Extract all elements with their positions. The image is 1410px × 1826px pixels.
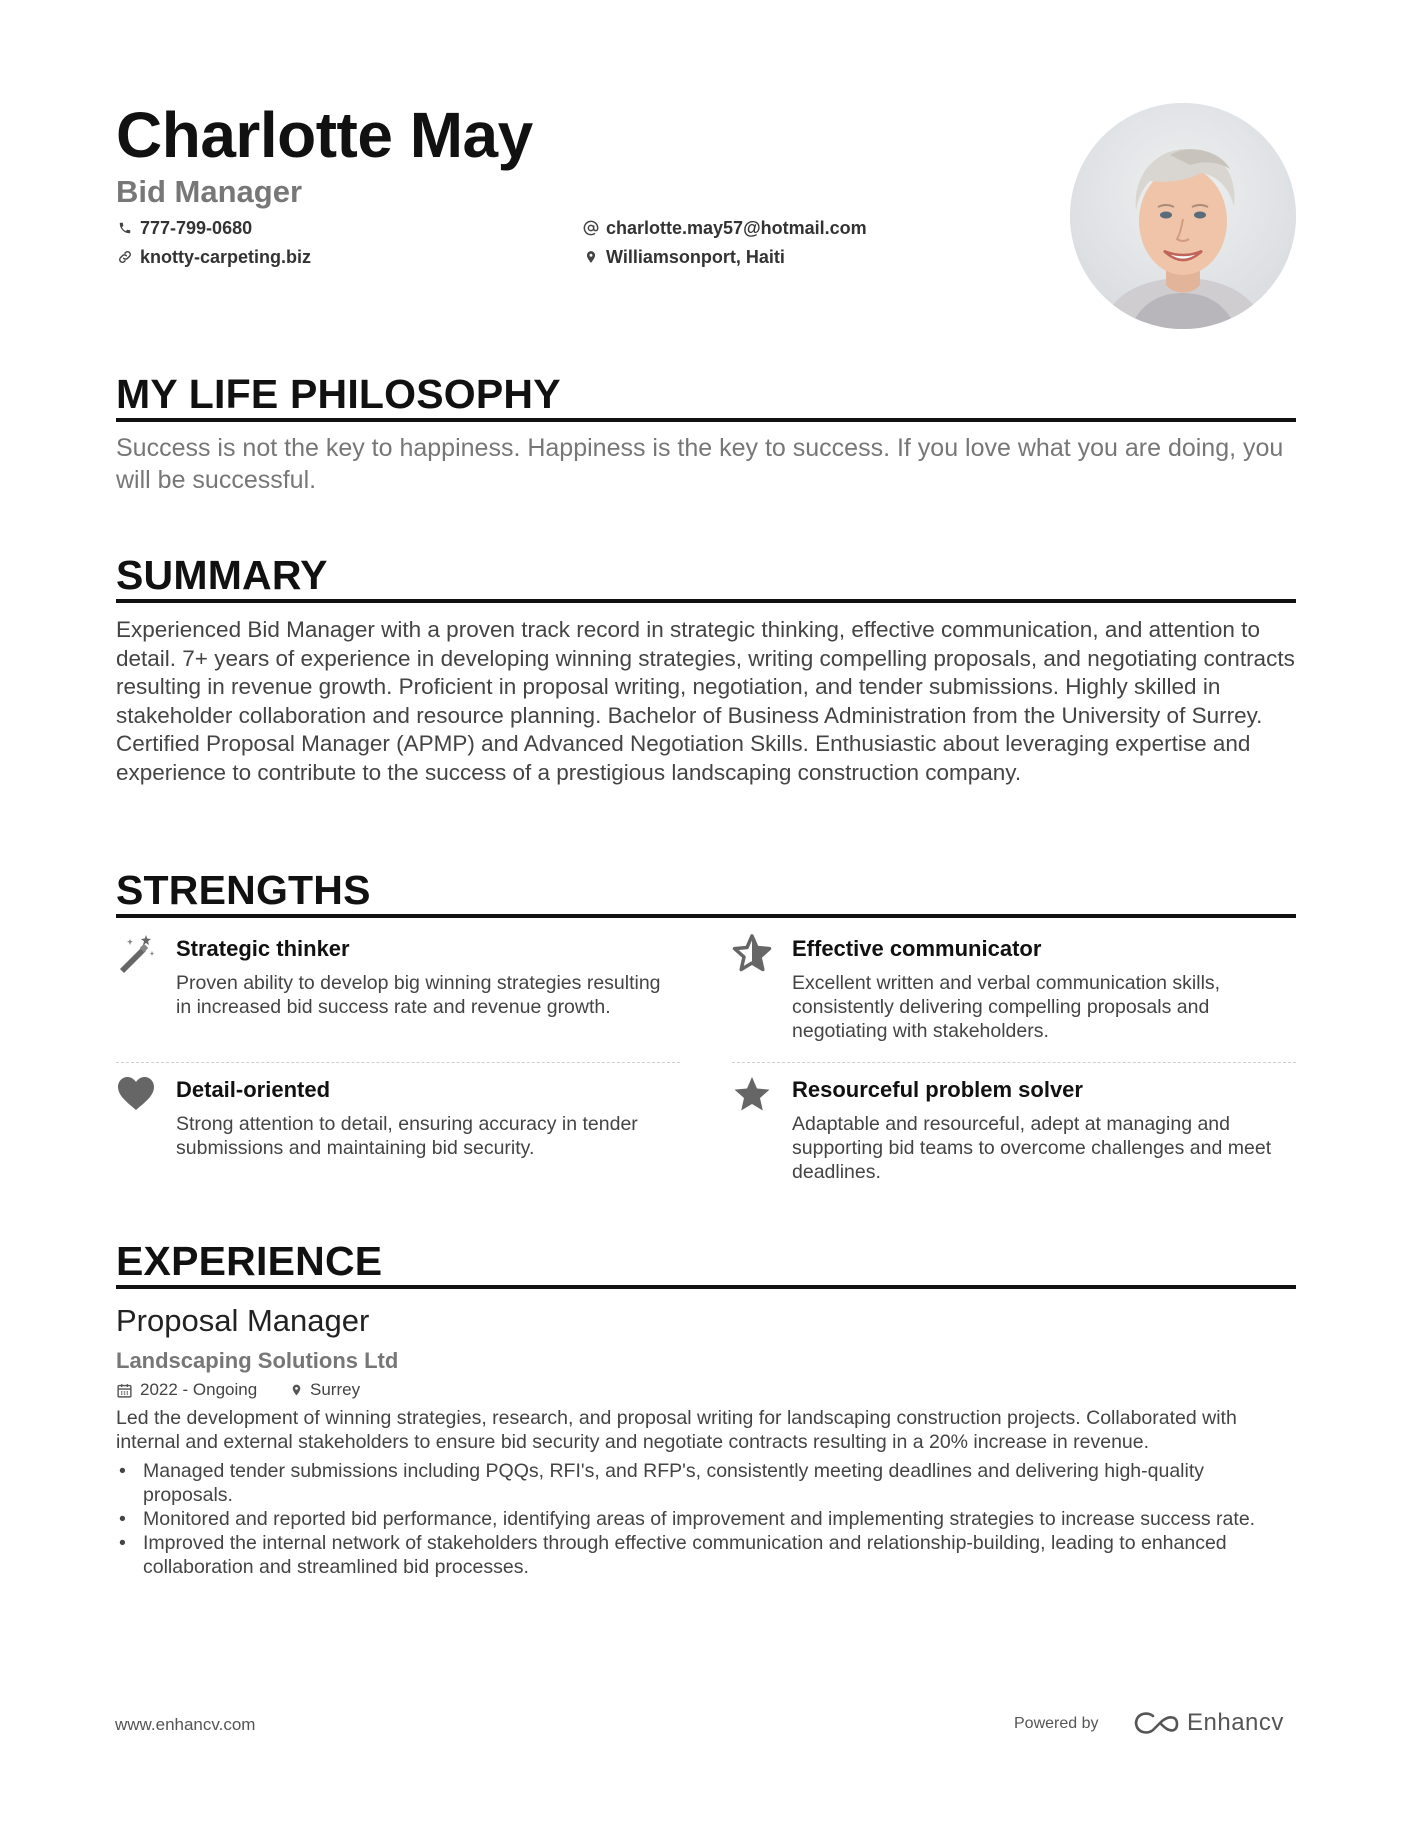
- footer-powered-by: Powered by: [1014, 1715, 1099, 1732]
- strength-description: Adaptable and resourceful, adept at managing and supporting bid teams to overcome challenges and meet deadlines.: [792, 1113, 1272, 1183]
- job-description: Led the development of winning strategies, research, and proposal writing for landscaping construction projects. Collaborated with internal and external stakeholders to ensure bid security and negotiate contracts resulting in a 20% increase in revenue.: [116, 1407, 1237, 1453]
- map-pin-icon: [582, 248, 600, 266]
- strength-item: [732, 1074, 1292, 1194]
- job-dates-text: 2022 - Ongoing: [140, 1380, 258, 1399]
- strength-description: Strong attention to detail, ensuring accuracy in tender submissions and maintaining bid security.: [176, 1113, 638, 1159]
- section-divider: [116, 599, 1296, 603]
- star-outline-icon: [732, 933, 772, 973]
- strength-title: Resourceful problem solver: [792, 1077, 1083, 1102]
- candidate-name: Charlotte May: [116, 99, 533, 171]
- section-divider: [116, 1285, 1296, 1289]
- strength-title: Strategic thinker: [176, 936, 350, 961]
- strength-title: Detail-oriented: [176, 1077, 331, 1102]
- list-item: • Improved the internal network of stakeholders through effective communication and relationship-building, leading to enhanced collaboration and streamlined bid processes.: [116, 1531, 1296, 1579]
- at-icon: [582, 219, 600, 237]
- link-icon: [116, 248, 134, 266]
- section-divider: [116, 914, 1296, 918]
- email-text[interactable]: charlotte.may57@hotmail.com: [606, 218, 867, 238]
- strength-divider: [116, 1062, 680, 1063]
- job-location-text: Surrey: [310, 1380, 361, 1399]
- footer-website[interactable]: www.enhancv.com: [115, 1715, 256, 1734]
- job-company: Landscaping Solutions Ltd: [116, 1348, 399, 1373]
- list-item: • Monitored and reported bid performance, identifying areas of improvement and implementing strategies to increase success rate.: [116, 1507, 1296, 1531]
- summary-heading: SUMMARY: [116, 552, 328, 598]
- calendar-icon: [116, 1382, 133, 1399]
- strength-item: [732, 933, 1292, 1053]
- contact-email: [582, 216, 867, 240]
- heart-icon: [116, 1074, 156, 1114]
- job-dates: [116, 1379, 257, 1401]
- job-title: Proposal Manager: [116, 1303, 370, 1338]
- contact-location: [582, 245, 785, 269]
- job-location: [290, 1379, 360, 1401]
- phone-text[interactable]: 777-799-0680: [140, 218, 253, 238]
- strength-item: [116, 1074, 676, 1174]
- strength-divider: [732, 1062, 1296, 1063]
- map-pin-icon: [290, 1382, 303, 1398]
- list-item: • Managed tender submissions including PQQs, RFI's, and RFP's, consistently meeting deadlines and delivering high-quality proposals.: [116, 1459, 1296, 1507]
- philosophy-heading: MY LIFE PHILOSOPHY: [116, 371, 561, 417]
- website-text[interactable]: knotty-carpeting.biz: [140, 247, 312, 267]
- candidate-role: Bid Manager: [116, 174, 303, 209]
- experience-heading: EXPERIENCE: [116, 1238, 383, 1284]
- philosophy-text: Success is not the key to happiness. Happiness is the key to success. If you love what you are doing, you will be successful.: [116, 434, 1284, 494]
- contact-phone: [116, 216, 252, 240]
- contact-website: [116, 245, 311, 269]
- enhancv-logo-icon: [1133, 1710, 1179, 1736]
- summary-text: Experienced Bid Manager with a proven track record in strategic thinking, effective communication, and attention to detail. 7+ years of experience in developing winning strategies, writing compelling proposals, and negotiating contracts resulting in revenue growth. Proficient in proposal writing, negotiation, and tender submissions. Highly skilled in stakeholder collaboration and resource planning. Bachelor of Business Administration from the University of Surrey. Certified Proposal Manager (APMP) and Advanced Negotiation Skills. Enthusiastic about leveraging expertise and experience to contribute to the success of a prestigious landscaping construction company.: [116, 617, 1295, 785]
- strength-description: Excellent written and verbal communication skills, consistently delivering compelling proposals and negotiating with stakeholders.: [792, 972, 1221, 1042]
- profile-photo: [1070, 103, 1296, 329]
- star-icon: [732, 1074, 772, 1114]
- strengths-heading: STRENGTHS: [116, 867, 371, 913]
- section-divider: [116, 418, 1296, 422]
- magic-wand-icon: [116, 933, 156, 973]
- footer-brand: Enhancv: [1187, 1709, 1284, 1736]
- enhancv-logo[interactable]: [1133, 1708, 1284, 1738]
- strength-description: Proven ability to develop big winning strategies resulting in increased bid success rate and revenue growth.: [176, 972, 661, 1018]
- strength-title: Effective communicator: [792, 936, 1042, 961]
- location-text: Williamsonport, Haiti: [606, 247, 785, 267]
- job-bullets: [116, 1459, 1296, 1579]
- phone-icon: [116, 219, 134, 237]
- strength-item: [116, 933, 676, 1053]
